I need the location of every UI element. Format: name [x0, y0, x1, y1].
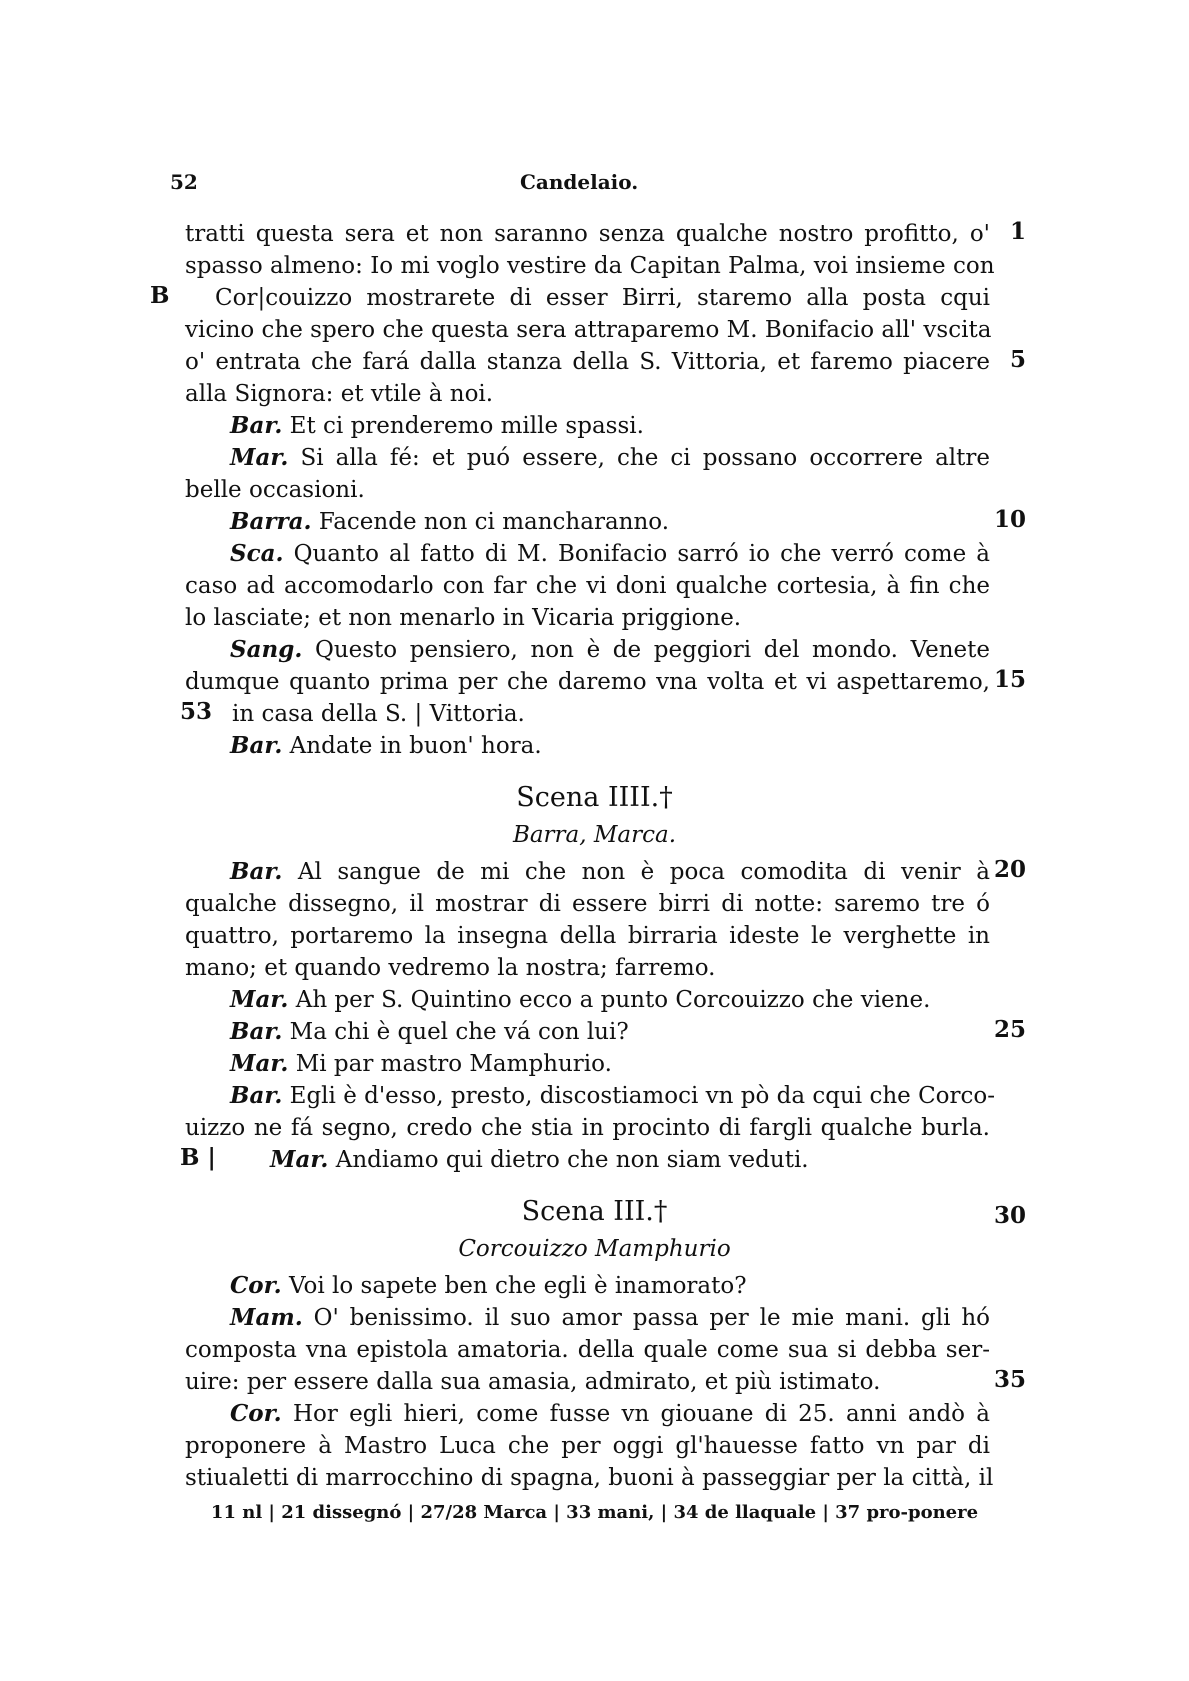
line-number: 35 [993, 1366, 1026, 1393]
dialogue-line [230, 410, 1035, 442]
speech: Al sangue de mi che non è poca comodita di venir à [297, 859, 990, 885]
text-line: dumque quanto prima per che daremo vna volta et vi aspettaremo, [185, 669, 990, 695]
dialogue-line [230, 442, 990, 474]
line-number: 15 [993, 666, 1026, 693]
speaker: Bar. [230, 412, 283, 439]
speaker: Mar. [230, 444, 289, 471]
margin-mark: B [150, 282, 170, 309]
speech: Et ci prenderemo mille spassi. [289, 413, 644, 439]
speaker: Cor. [230, 1400, 282, 1427]
speaker: Bar. [230, 1082, 283, 1109]
speaker: Mar. [230, 1050, 289, 1077]
dialogue-line [230, 1048, 1035, 1080]
speech: Ma chi è quel che vá con lui? [289, 1019, 629, 1045]
dialogue-line [230, 506, 1035, 538]
speaker: Bar. [230, 732, 283, 759]
text-line: alla Signora: et vtile à noi. [185, 381, 494, 407]
text-line: Cor|couizzo mostrarete di esser Birri, staremo alla posta cqui [215, 285, 990, 311]
text-line: tratti questa sera et non saranno senza qualche nostro profitto, o' [185, 221, 990, 247]
speech: Hor egli hieri, come fusse vn giouane di 25. anni andò à [292, 1401, 991, 1427]
line-number: 10 [993, 506, 1026, 533]
scene-heading: Scena III.† [521, 1196, 668, 1227]
speech: Egli è d'esso, presto, discostiamoci vn pò da cqui che Corco- [289, 1083, 996, 1109]
speaker: Mam. [230, 1304, 303, 1331]
text-line: uire: per essere dalla sua amasia, admirato, et più istimato. [185, 1369, 881, 1395]
text-line: spasso almeno: Io mi voglo vestire da Capitan Palma, voi insieme con [185, 253, 995, 279]
scene-heading: Scena IIII.† [516, 782, 673, 813]
dialogue-line [230, 1080, 996, 1112]
text-line: stiualetti di marrocchino di spagna, buoni à passeggiar per la città, il [185, 1465, 994, 1491]
speech: Facende non ci mancharanno. [318, 509, 670, 535]
speech: O' benissimo. il suo amor passa per le mie mani. gli hó [313, 1305, 991, 1331]
speaker: Sang. [230, 636, 303, 663]
speech: Andate in buon' hora. [289, 733, 542, 759]
text-line: quattro, portaremo la insegna della birraria ideste le verghette in [185, 923, 990, 949]
scene-cast: Barra, Marca. [512, 822, 677, 848]
speaker: Cor. [230, 1272, 282, 1299]
running-title: Candelaio. [520, 170, 639, 194]
speech: Ah per S. Quintino ecco a punto Corcouizzo che viene. [295, 987, 931, 1013]
speech: Si alla fé: et puó essere, che ci possano occorrere altre [300, 445, 990, 471]
dialogue-line [230, 538, 990, 570]
line-number: 25 [993, 1016, 1026, 1043]
text-line: uizzo ne fá segno, credo che stia in procinto di fargli qualche burla. [185, 1115, 990, 1141]
dialogue-line [230, 634, 990, 666]
speaker: Mar. [270, 1146, 329, 1173]
text-line: o' entrata che fará dalla stanza della S. Vittoria, et faremo piacere [185, 349, 990, 375]
line-number: 5 [1009, 346, 1026, 373]
text-line: in casa della S. | Vittoria. [232, 701, 525, 727]
dialogue-line [230, 730, 1035, 762]
text-line: proponere à Mastro Luca che per oggi gl'hauesse fatto vn par di [185, 1433, 990, 1459]
dialogue-line [230, 1302, 990, 1334]
speaker: Bar. [230, 858, 283, 885]
line-number: 20 [993, 856, 1026, 883]
speech: Voi lo sapete ben che egli è inamorato? [288, 1273, 747, 1299]
speaker: Barra. [230, 508, 312, 535]
speech: Andiamo qui dietro che non siam veduti. [335, 1147, 809, 1173]
speech: Quanto al fatto di M. Bonifacio sarró io che verró come à [293, 541, 990, 567]
speaker: Mar. [230, 986, 289, 1013]
dialogue-line [230, 1270, 1035, 1302]
text-line: belle occasioni. [185, 477, 365, 503]
dialogue-line [270, 1144, 1075, 1176]
speech: Questo pensiero, non è de peggiori del mondo. Venete [314, 637, 991, 663]
text-line: lo lasciate; et non menarlo in Vicaria priggione. [185, 605, 742, 631]
line-number: 30 [993, 1202, 1026, 1229]
footnote-apparatus: 11 nl | 21 dissegnó | 27/28 Marca | 33 mani, | 34 de llaquale | 37 pro-ponere [210, 1502, 979, 1523]
text-line: composta vna epistola amatoria. della quale come sua si debba ser- [185, 1337, 990, 1363]
line-number: 1 [1009, 218, 1026, 245]
text-line: mano; et quando vedremo la nostra; farremo. [185, 955, 716, 981]
margin-mark: B | [180, 1144, 216, 1171]
dialogue-line [230, 984, 1035, 1016]
page-number: 52 [170, 170, 198, 194]
speech: Mi par mastro Mamphurio. [295, 1051, 612, 1077]
speaker: Bar. [230, 1018, 283, 1045]
scene-cast: Corcouizzo Mamphurio [458, 1236, 731, 1262]
dialogue-line [230, 1398, 990, 1430]
text-line: vicino che spero che questa sera attraparemo M. Bonifacio all' vscita [185, 317, 992, 343]
dialogue-line [230, 1016, 1035, 1048]
text-line: caso ad accomodarlo con far che vi doni qualche cortesia, à fin che [185, 573, 990, 599]
page-marker: 53 [180, 698, 213, 725]
speaker: Sca. [230, 540, 284, 567]
dialogue-line [230, 856, 990, 888]
text-line: qualche dissegno, il mostrar di essere birri di notte: saremo tre ó [185, 891, 990, 917]
